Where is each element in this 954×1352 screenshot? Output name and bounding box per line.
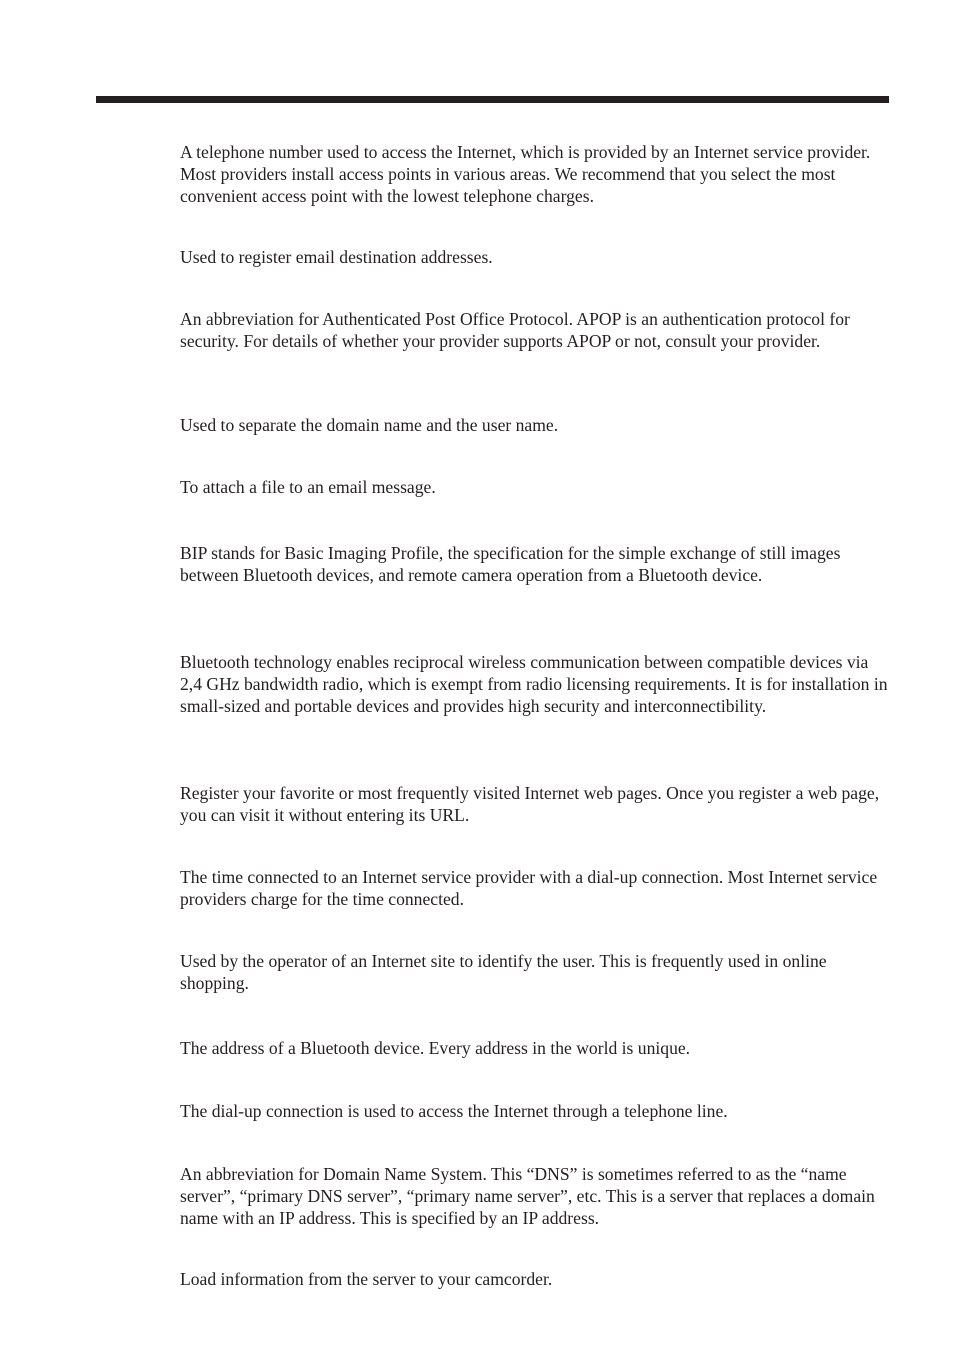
glossary-entry-dial-up: The dial-up connection is used to access the Internet through a telephone line. <box>180 1101 728 1121</box>
glossary-entry-download: Load information from the server to your camcorder. <box>180 1269 553 1289</box>
glossary-entry-dns: An abbreviation for Domain Name System. This “DNS” is sometimes referred to as the “name server”, “primary DNS server”, “primary name server”, etc. This is a server that replaces a domain name with an IP address. This is specified by an IP address. <box>180 1164 875 1228</box>
glossary-entry-at-mark: Used to separate the domain name and the user name. <box>180 415 559 435</box>
glossary-entry-bookmark: Register your favorite or most frequently visited Internet web pages. Once you register a web page, you can visit it without entering its URL. <box>180 783 880 825</box>
glossary-entry-apop: An abbreviation for Authenticated Post Office Protocol. APOP is an authentication protocol for security. For details of whether your provider supports APOP or not, consult your provider. <box>180 309 850 351</box>
glossary-entry-device-address: The address of a Bluetooth device. Every address in the world is unique. <box>180 1038 691 1058</box>
glossary-entry-bluetooth: Bluetooth technology enables reciprocal wireless communication between compatible devices via 2,4 GHz bandwidth radio, which is exempt from radio licensing requirements. It is for installation in small-sized and portable devices and provides high security and interconnectibility. <box>180 652 888 716</box>
glossary-entry-connection-time: The time connected to an Internet service provider with a dial-up connection. Most Internet service providers charge for the time connected. <box>180 867 878 909</box>
glossary-entry-attach: To attach a file to an email message. <box>180 477 436 497</box>
glossary-entry-cookie: Used by the operator of an Internet site to identify the user. This is frequently used in online shopping. <box>180 951 827 993</box>
header-rule <box>96 96 889 103</box>
glossary-entry-access-point: A telephone number used to access the Internet, which is provided by an Internet service provider. Most providers install access points in various areas. We recommend that you select the most convenient access point with the lowest telephone charges. <box>180 142 871 206</box>
glossary-entry-bip: BIP stands for Basic Imaging Profile, the specification for the simple exchange of still images between Bluetooth devices, and remote camera operation from a Bluetooth device. <box>180 543 841 585</box>
glossary-entry-address-book: Used to register email destination addresses. <box>180 247 493 267</box>
